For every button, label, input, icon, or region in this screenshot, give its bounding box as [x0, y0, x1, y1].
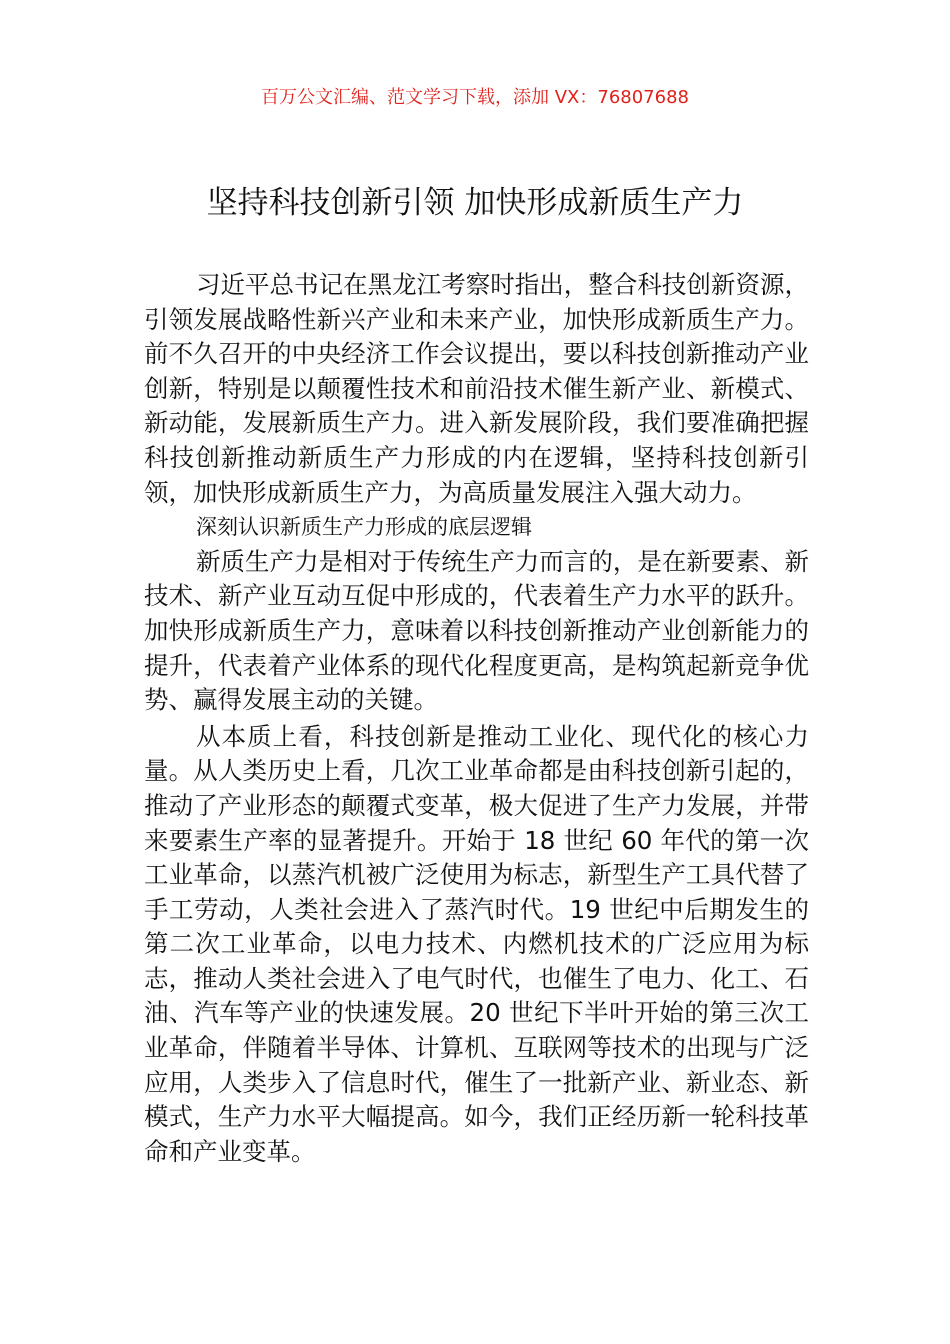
paragraph-definition: 新质生产力是相对于传统生产力而言的，是在新要素、新技术、新产业互动互促中形成的，代表着生产力水平的跃升。加快形成新质生产力，意味着以科技创新推动产业创新能力的提升，代表着产业体系的现代化程度更高，是构筑起新竞争优势、赢得发展主动的关键。	[144, 546, 809, 715]
paragraph-intro: 习近平总书记在黑龙江考察时指出，整合科技创新资源，引领发展战略性新兴产业和未来产业，加快形成新质生产力。前不久召开的中央经济工作会议提出，要以科技创新推动产业创新，特别是以颠覆性技术和前沿技术催生新产业、新模式、新动能，发展新质生产力。进入新发展阶段，我们要准确把握科技创新推动新质生产力形成的内在逻辑，坚持科技创新引领，加快形成新质生产力，为高质量发展注入强大动力。	[144, 270, 809, 507]
header-promo-text: 百万公文汇编、范文学习下载，添加 VX：76807688	[261, 87, 689, 108]
document-body	[144, 268, 809, 1169]
section-heading: 深刻认识新质生产力形成的底层逻辑	[196, 515, 532, 540]
document-title: 坚持科技创新引领 加快形成新质生产力	[206, 185, 744, 221]
paragraph-history: 从本质上看，科技创新是推动工业化、现代化的核心力量。从人类历史上看，几次工业革命都是由科技创新引起的，推动了产业形态的颠覆式变革，极大促进了生产力发展，并带来要素生产率的显著提升。开始于 18 世纪 60 年代的第一次工业革命，以蒸汽机被广泛使用为标志，新型生产工具代替了手工劳动，人类社会进入了蒸汽时代。19 世纪中后期发生的第二次工业革命，以电力技术、内燃机技术的广泛应用为标志，推动人类社会进入了电气时代，也催生了电力、化工、石油、汽车等产业的快速发展。20 世纪下半叶开始的第三次工业革命，伴随着半导体、计算机、互联网等技术的出现与广泛应用，人类步入了信息时代，催生了一批新产业、新业态、新模式，生产力水平大幅提高。如今，我们正经历新一轮科技革命和产业变革。	[144, 721, 809, 1166]
